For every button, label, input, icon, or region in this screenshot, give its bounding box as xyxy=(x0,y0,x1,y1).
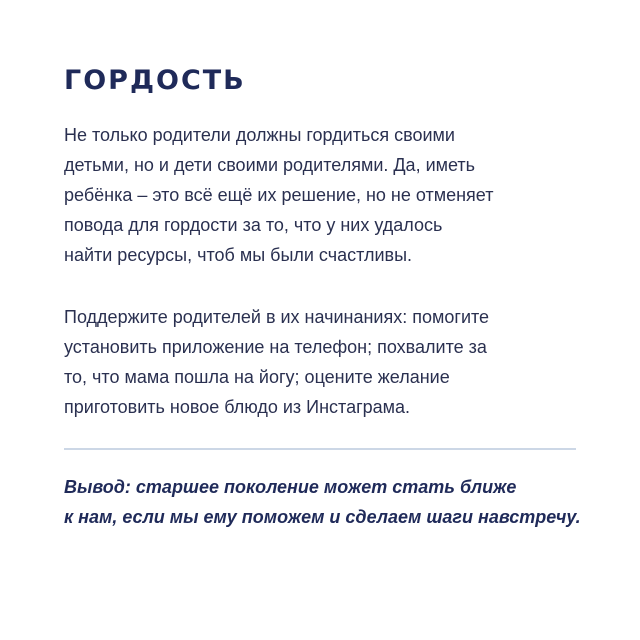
section-divider xyxy=(64,448,576,450)
conclusion-line: к нам, если мы ему поможем и сделаем шаги навстречу. xyxy=(64,507,581,527)
paragraph-line: детьми, но и дети своими родителями. Да, иметь xyxy=(64,155,476,175)
page-title: ГОРДОСТЬ xyxy=(64,65,246,96)
conclusion-line: Вывод: старшее поколение может стать ближе xyxy=(64,477,517,497)
conclusion-text xyxy=(64,472,584,532)
paragraph-line: Не только родители должны гордиться своими xyxy=(64,125,455,145)
paragraph-support xyxy=(64,302,584,422)
paragraph-line: то, что мама пошла на йогу; оцените желание xyxy=(64,367,450,387)
paragraph-line: ребёнка – это всё ещё их решение, но не отменяет xyxy=(64,185,494,205)
paragraph-line: повода для гордости за то, что у них удалось xyxy=(64,215,443,235)
paragraph-pride xyxy=(64,120,584,270)
paragraph-line: найти ресурсы, чтоб мы были счастливы. xyxy=(64,245,413,265)
paragraph-line: Поддержите родителей в их начинаниях: помогите xyxy=(64,307,490,327)
paragraph-line: приготовить новое блюдо из Инстаграма. xyxy=(64,397,411,417)
paragraph-line: установить приложение на телефон; похвалите за xyxy=(64,337,487,357)
